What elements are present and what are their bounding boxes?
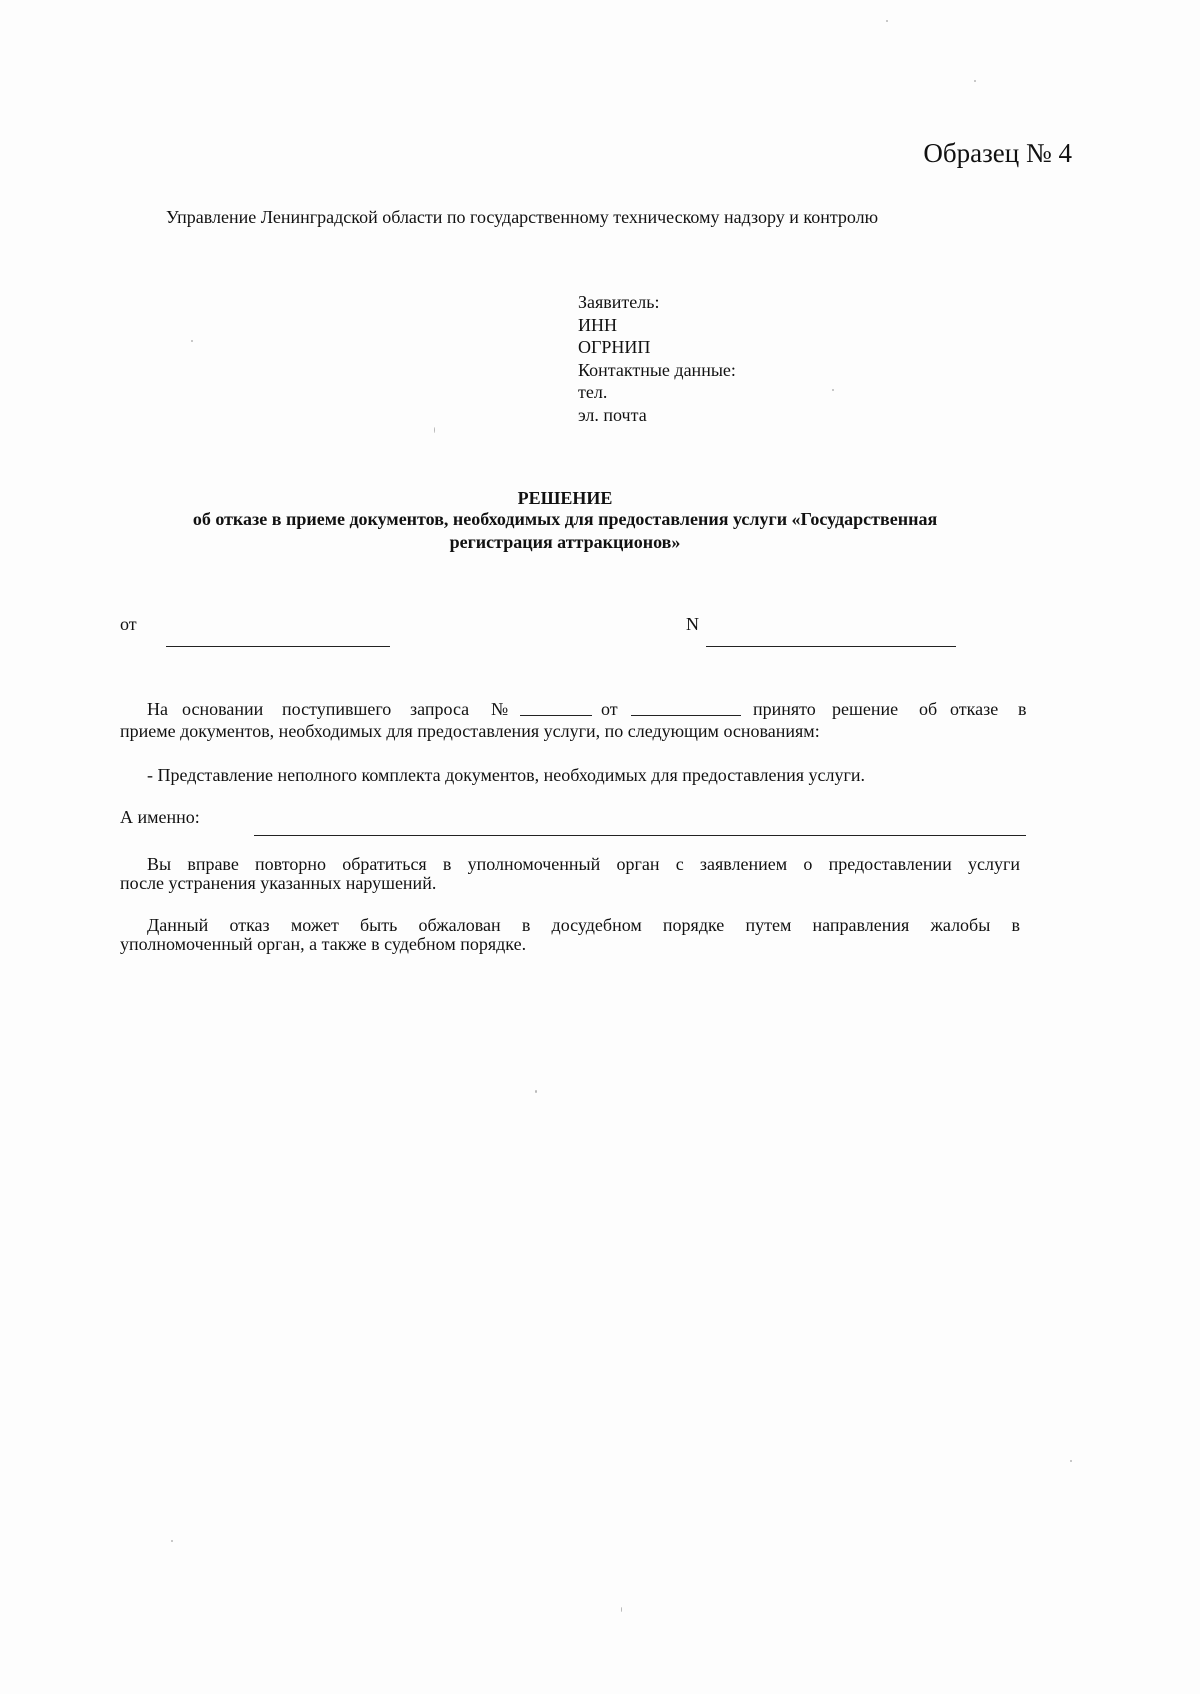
refusal-reason: - Представление неполного комплекта документов, необходимых для предоставления услуги. <box>147 765 866 785</box>
request-word: № <box>491 699 509 719</box>
request-date-blank <box>631 698 741 716</box>
scan-speck <box>621 1607 622 1612</box>
request-word: запроса <box>410 699 470 719</box>
decision-subtitle <box>140 508 990 554</box>
request-word: отказе <box>950 699 999 719</box>
appeal-again-paragraph <box>120 855 1020 893</box>
number-blank-line <box>706 646 956 647</box>
request-word: от <box>601 699 618 719</box>
decision-subtitle-line1: об отказе в приеме документов, необходимых для предоставления услуги «Государственная <box>192 509 938 529</box>
appeal-court-line1: Данный отказ может быть обжалован в досудебном порядке путем направления жалобы в <box>147 915 1020 935</box>
request-line1 <box>120 698 1027 720</box>
sample-number: Образец № 4 <box>923 138 1072 168</box>
applicant-block <box>578 291 736 427</box>
request-number-blank <box>520 698 592 716</box>
scan-speck <box>1070 1460 1072 1462</box>
appeal-court-line2: уполномоченный орган, а также в судебном порядке. <box>120 934 527 954</box>
scan-speck <box>171 1540 173 1542</box>
appeal-again-line1: Вы вправе повторно обратиться в уполномоченный орган с заявлением о предоставлении услуги <box>147 854 1020 874</box>
namely-blank-line <box>254 835 1026 836</box>
request-word: в <box>1018 699 1027 719</box>
authority-name: Управление Ленинградской области по государственному техническому надзору и контролю <box>166 207 879 227</box>
request-word: основании <box>182 699 264 719</box>
scan-speck <box>535 1090 537 1093</box>
number-label: N <box>686 614 699 634</box>
namely-label: А именно: <box>120 807 200 827</box>
scan-speck <box>191 340 193 342</box>
email-label: эл. почта <box>578 404 647 425</box>
request-word: решение <box>832 699 899 719</box>
phone-label: тел. <box>578 382 608 403</box>
date-blank-line <box>166 646 390 647</box>
scan-speck <box>832 389 834 391</box>
scan-speck <box>974 80 976 82</box>
inn-label: ИНН <box>578 314 617 335</box>
decision-subtitle-line2: регистрация аттракционов» <box>449 532 681 552</box>
applicant-label: Заявитель: <box>578 292 660 312</box>
contacts-label: Контактные данные: <box>578 359 736 380</box>
appeal-again-line2: после устранения указанных нарушений. <box>120 873 437 893</box>
request-line2: приеме документов, необходимых для предоставления услуги, по следующим основаниям: <box>120 721 820 741</box>
request-word: На <box>147 699 168 719</box>
scan-speck <box>434 427 435 433</box>
request-word: поступившего <box>282 699 392 719</box>
scan-speck <box>886 20 888 22</box>
decision-title: РЕШЕНИЕ <box>517 488 613 508</box>
date-label: от <box>120 614 137 634</box>
request-word: принято <box>753 699 816 719</box>
ogrnip-label: ОГРНИП <box>578 337 651 358</box>
request-word: об <box>919 699 938 719</box>
appeal-court-paragraph <box>120 916 1020 954</box>
